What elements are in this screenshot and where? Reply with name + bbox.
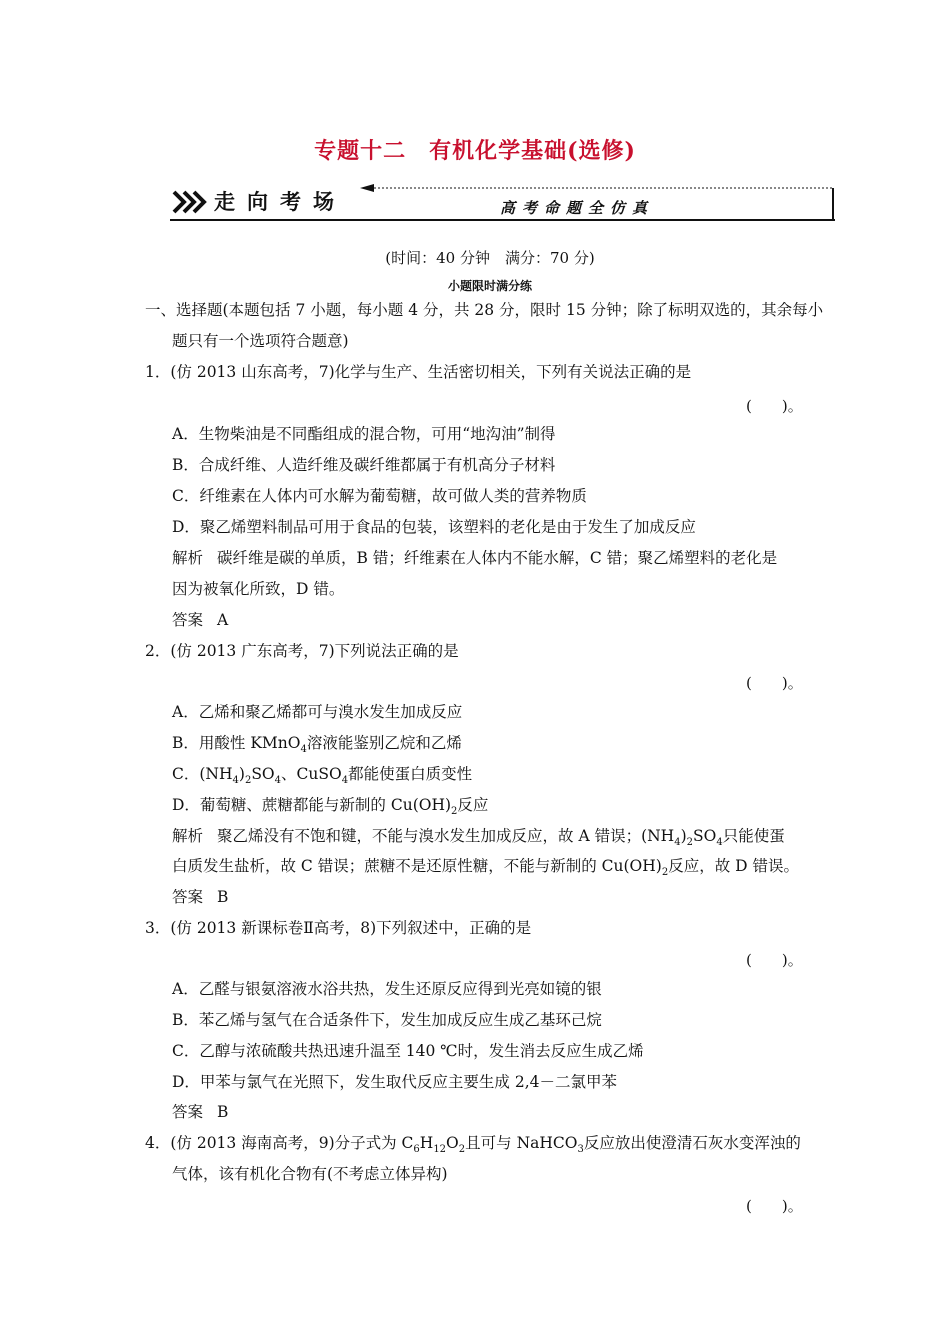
q4-stem-line2: 气体，该有机化合物有(不考虑立体异构) [172,1165,448,1183]
banner-left-text: 走向考场 [214,190,346,214]
q4-t1: 4．(仿 2013 海南高考，9)分子式为 C [145,1134,414,1152]
q1-analysis-line1 [172,548,777,568]
section-heading-line1: 一、选择题(本题包括 7 小题，每小题 4 分，共 28 分，限时 15 分钟；除了标明双选的，其余每小 [145,301,824,319]
q3-answer-blank: ( )。 [746,951,803,969]
q4-s3: 2 [458,1144,466,1156]
q3-answer-value: B [217,1103,229,1121]
section-heading-line2: 题只有一个选项符合题意) [172,332,349,350]
q4-s2: 12 [433,1144,447,1156]
q2-c-s1: 4 [232,775,239,787]
answer-label: 答案 [172,611,204,629]
q1-analysis-text1: 碳纤维是碳的单质，B 错；纤维素在人体内不能水解，C 错；聚乙烯塑料的老化是 [217,549,778,567]
q2-c-t3: SO [251,765,275,783]
q4-s4: 3 [577,1144,584,1156]
q2-analysis-line1 [172,826,785,853]
q3-answer [172,1102,228,1122]
q1-answer [172,610,228,630]
q2-c-t4: 、CuSO [281,765,342,783]
q2-an1-s3: 4 [716,837,723,849]
q4-t2: H [419,1134,434,1152]
q2-an2-a: 白质发生盐析，故 C 错误；蔗糖不是还原性糖，不能与新制的 Cu(OH) [172,857,662,875]
q3-option-c: C．乙醇与浓硫酸共热迅速升温至 140 ℃时，发生消去反应生成乙烯 [172,1042,644,1060]
q3-option-a: A．乙醛与银氨溶液水浴共热，发生还原反应得到光亮如镜的银 [172,980,602,998]
q2-c-t1: C．(NH [172,765,233,783]
q2-analysis-line2 [172,856,799,883]
q2-an1-c: SO [693,827,717,845]
q2-an2-b: 反应，故 D 错误。 [668,857,799,875]
q2-option-d [172,795,488,822]
q2-b-sub: 4 [300,744,307,756]
q4-stem-line1 [145,1133,801,1160]
q3-option-d: D．甲苯与氯气在光照下，发生取代反应主要生成 2,4－二氯甲苯 [172,1073,618,1091]
q1-option-a: A．生物柴油是不同酯组成的混合物，可用“地沟油”制得 [172,425,556,443]
answer-label: 答案 [172,1103,204,1121]
q2-option-c [172,764,472,791]
q2-c-s4: 4 [341,775,349,787]
q2-b-text2: 溶液能鉴别乙烷和乙烯 [306,734,462,752]
q2-answer-blank: ( )。 [746,674,803,692]
q2-c-s3: 4 [274,775,282,787]
q4-t4: 且可与 NaHCO [465,1134,578,1152]
q1-option-c: C．纤维素在人体内可水解为葡萄糖，故可做人类的营养物质 [172,487,587,505]
q4-t3: O [446,1134,459,1152]
answer-label: 答案 [172,888,204,906]
q2-an1-b: ) [680,827,687,845]
analysis-label: 解析 [172,827,204,845]
banner-right-text: 高考命题全仿真 [500,199,655,217]
analysis-label: 解析 [172,549,204,567]
q2-d-text2: 反应 [457,796,489,814]
q2-option-b [172,733,462,760]
q2-an1-s2: 2 [686,837,694,849]
q2-answer-value: B [217,888,229,906]
q2-d-text1: D．葡萄糖、蔗糖都能与新制的 Cu(OH) [172,796,452,814]
q1-analysis-line2: 因为被氧化所致，D 错。 [172,580,345,598]
q4-t5: 反应放出使澄清石灰水变浑浊的 [583,1134,801,1152]
q2-c-t2: ) [238,765,245,783]
q3-stem: 3．(仿 2013 新课标卷Ⅱ高考，8)下列叙述中，正确的是 [145,919,532,937]
q1-option-b: B．合成纤维、人造纤维及碳纤维都属于有机高分子材料 [172,456,556,474]
q2-option-a: A．乙烯和聚乙烯都可与溴水发生加成反应 [172,703,463,721]
q4-s1: 6 [413,1144,420,1156]
q2-an1-s1: 4 [674,837,681,849]
time-score-info: (时间：40 分钟 满分：70 分) [385,249,595,267]
q2-b-text1: B．用酸性 KMnO [172,734,301,752]
page-title: 专题十二 有机化学基础(选修) [314,138,636,164]
q3-option-b: B．苯乙烯与氢气在合适条件下，发生加成反应生成乙基环己烷 [172,1011,602,1029]
q1-stem: 1．(仿 2013 山东高考，7)化学与生产、生活密切相关，下列有关说法正确的是 [145,363,692,381]
q2-c-s2: 2 [244,775,252,787]
section-banner [170,180,838,224]
q2-an2-s: 2 [661,867,669,879]
q2-c-t5: 都能使蛋白质变性 [348,765,473,783]
q1-answer-blank: ( )。 [746,397,803,415]
q2-an1-a: 聚乙烯没有不饱和键，不能与溴水发生加成反应，故 A 错误；(NH [217,827,675,845]
q2-answer [172,887,228,907]
q2-stem: 2．(仿 2013 广东高考，7)下列说法正确的是 [145,642,459,660]
q1-option-d: D．聚乙烯塑料制品可用于食品的包装，该塑料的老化是由于发生了加成反应 [172,518,696,536]
q4-answer-blank: ( )。 [746,1197,803,1215]
subtitle: 小题限时满分练 [447,279,532,293]
q2-d-sub: 2 [451,806,458,818]
q1-answer-value: A [217,611,229,629]
q2-an1-d: 只能使蛋 [722,827,785,845]
